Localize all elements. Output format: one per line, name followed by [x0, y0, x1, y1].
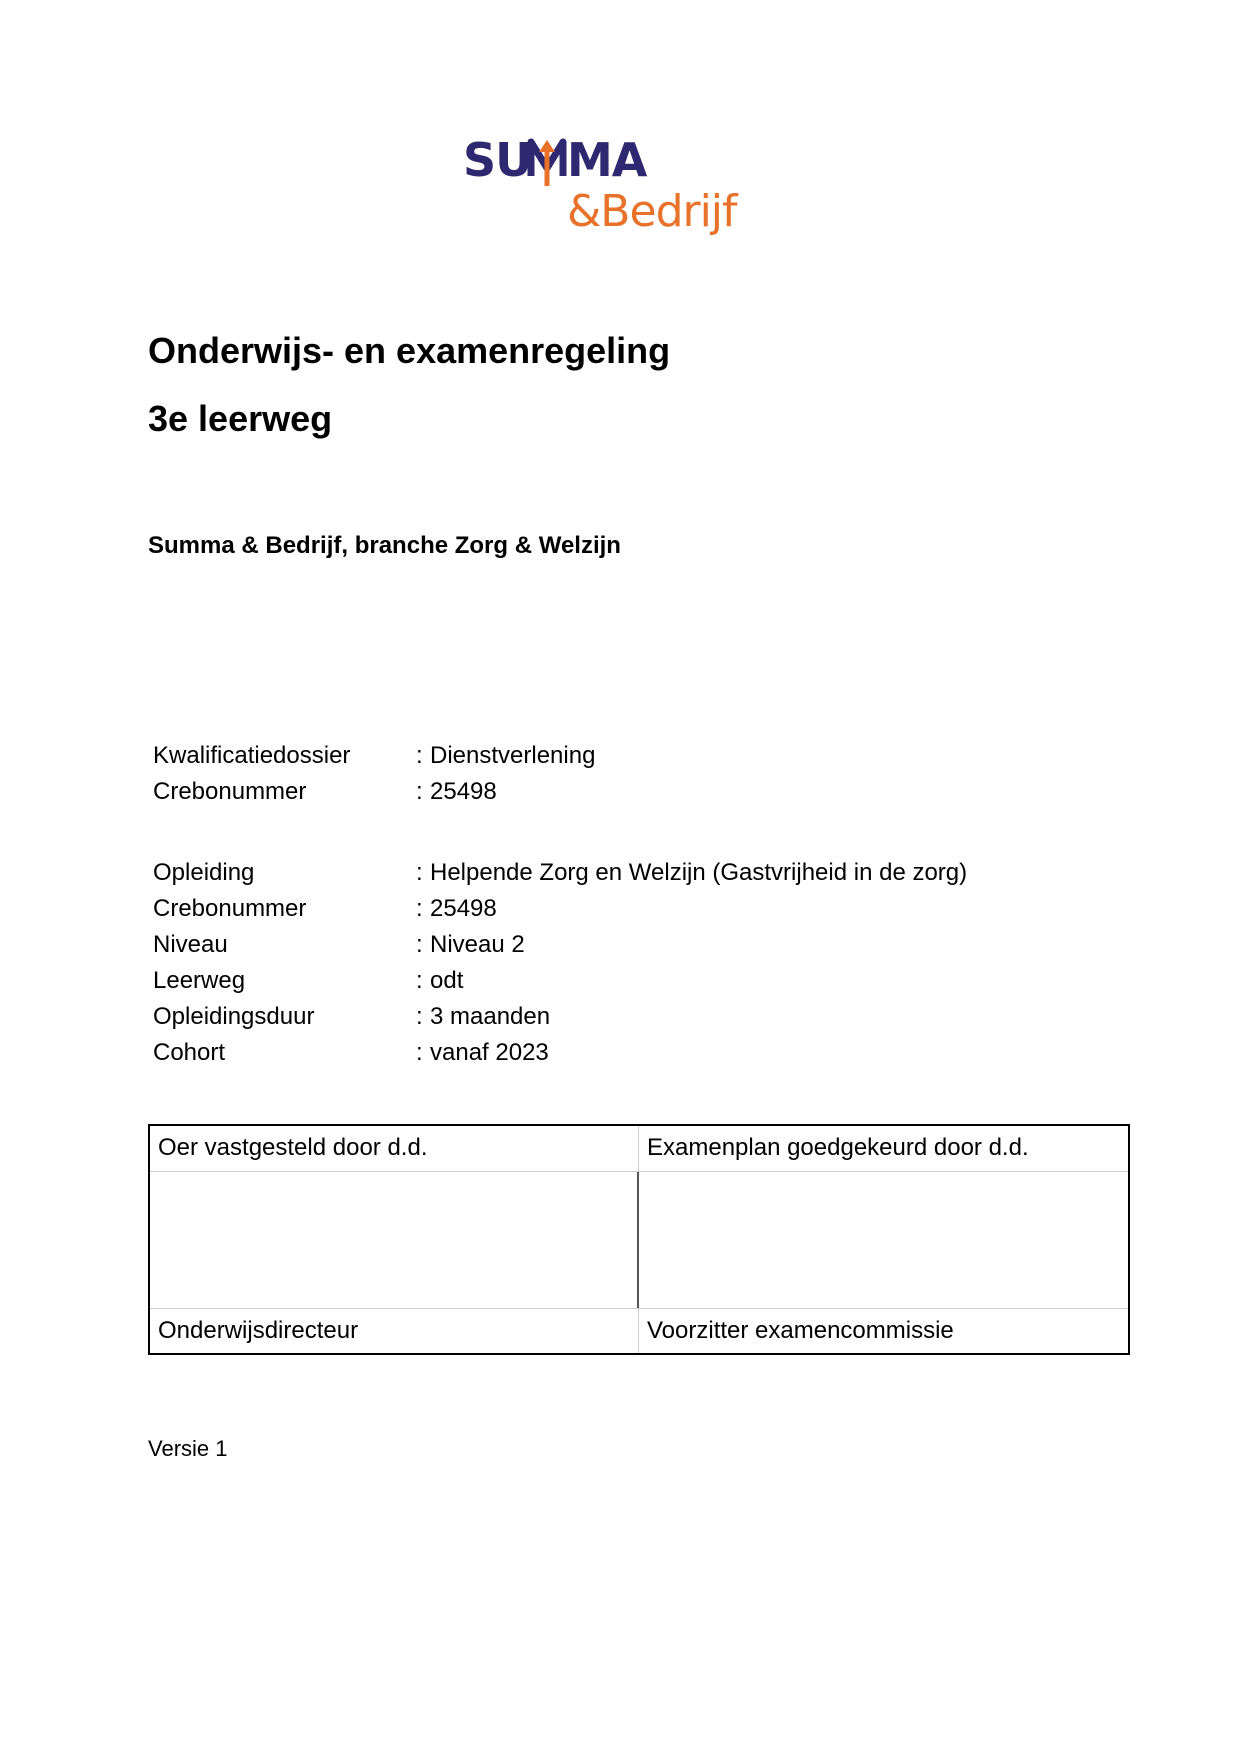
logo-text-summa: SU [463, 133, 532, 187]
document-subtitle: Summa & Bedrijf, branche Zorg & Welzijn [148, 532, 621, 559]
info-separator: : [416, 967, 423, 994]
info-value: vanaf 2023 [430, 1039, 549, 1066]
info-value: 3 maanden [430, 1003, 551, 1030]
info-separator: : [416, 778, 423, 805]
info-label: Crebonummer [153, 778, 307, 805]
exam-committee-chair-label: Voorzitter examencommissie [647, 1317, 954, 1344]
info-value: Niveau 2 [430, 931, 525, 958]
info-label: Opleiding [153, 859, 255, 886]
summa-bedrijf-logo [463, 128, 763, 248]
info-row [153, 999, 967, 1035]
education-info [153, 855, 967, 1071]
signature-space-row [150, 1172, 1128, 1309]
info-value: Helpende Zorg en Welzijn (Gastvrijheid in de zorg) [430, 859, 968, 886]
document-title-line2: 3e leerweg [148, 398, 333, 439]
info-value: Dienstverlening [430, 742, 596, 769]
education-director-label: Onderwijsdirecteur [150, 1309, 639, 1353]
document-title: Onderwijs- en examenregeling [148, 330, 671, 371]
info-label: Crebonummer [153, 895, 307, 922]
info-row [153, 963, 967, 999]
exam-plan-signature-space [639, 1172, 1128, 1308]
info-row [153, 855, 967, 891]
info-value: 25498 [430, 895, 497, 922]
info-separator: : [416, 931, 423, 958]
info-row [153, 738, 595, 774]
info-separator: : [416, 742, 423, 769]
oer-approval-header: Oer vastgesteld door d.d. [150, 1126, 639, 1171]
info-row [153, 891, 967, 927]
qualification-info [153, 738, 595, 810]
oer-signature-space [150, 1172, 639, 1308]
document-version: Versie 1 [148, 1436, 228, 1461]
logo-text-bedrijf: &Bedrijf [567, 186, 737, 237]
info-label: Opleidingsduur [153, 1003, 315, 1030]
info-separator: : [416, 859, 423, 886]
signature-footer-row [150, 1309, 1128, 1353]
exam-plan-approval-header: Examenplan goedgekeurd door d.d. [647, 1134, 1029, 1161]
signature-table [148, 1124, 1130, 1355]
info-row [153, 774, 595, 810]
info-label: Cohort [153, 1039, 226, 1066]
logo-text-ma: MA [567, 133, 647, 187]
info-separator: : [416, 1003, 423, 1030]
info-value: 25498 [430, 778, 497, 805]
info-label: Leerweg [153, 967, 246, 994]
info-label: Kwalificatiedossier [153, 742, 351, 769]
info-label: Niveau [153, 931, 228, 958]
info-separator: : [416, 1039, 423, 1066]
signature-header-row [150, 1126, 1128, 1172]
info-separator: : [416, 895, 423, 922]
info-value: odt [430, 967, 464, 994]
info-row [153, 927, 967, 963]
info-row [153, 1035, 967, 1071]
